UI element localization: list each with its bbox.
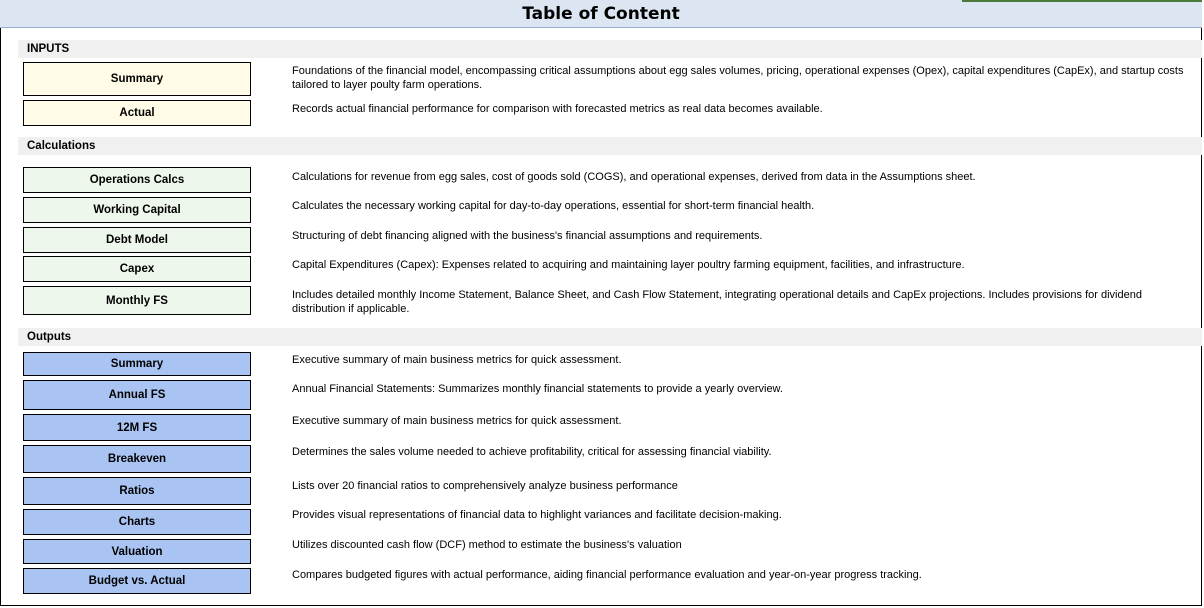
nav-button-monthly-fs[interactable]: Monthly FS [23,286,251,315]
description-operations-calcs: Calculations for revenue from egg sales, cost of goods sold (COGS), and operational expenses, derived from data in the Assumptions sheet. [292,171,976,183]
nav-button-inputs-summary[interactable]: Summary [23,62,251,96]
description-inputs-summary: Foundations of the financial model, encompassing critical assumptions about egg sales volumes, pricing, operational expenses (Opex), capital expenditures (CapEx), and startup costs tailored to layer poulty farm operations. [292,65,1184,91]
description-annual-fs: Annual Financial Statements: Summarizes monthly financial statements to provide a yearly overview. [292,383,783,395]
nav-button-budget-vs-actual[interactable]: Budget vs. Actual [23,568,251,594]
nav-button-actual[interactable]: Actual [23,100,251,126]
description-charts: Provides visual representations of financial data to highlight variances and facilitate decision-making. [292,509,782,521]
nav-button-12m-fs[interactable]: 12M FS [23,414,251,441]
description-budget-vs-actual: Compares budgeted figures with actual performance, aiding financial performance evaluation and year-on-year progress tracking. [292,569,922,581]
nav-button-annual-fs[interactable]: Annual FS [23,380,251,410]
nav-button-charts[interactable]: Charts [23,509,251,535]
description-debt-model: Structuring of debt financing aligned with the business's financial assumptions and requirements. [292,230,763,242]
title-corner-accent [962,0,1202,2]
description-valuation: Utilizes discounted cash flow (DCF) method to estimate the business's valuation [292,539,682,551]
description-breakeven: Determines the sales volume needed to achieve profitability, critical for assessing financial viability. [292,446,772,458]
title-bar [0,0,1202,28]
description-working-capital: Calculates the necessary working capital for day-to-day operations, essential for short-term financial health. [292,200,815,212]
nav-button-valuation[interactable]: Valuation [23,539,251,564]
nav-button-breakeven[interactable]: Breakeven [23,445,251,473]
description-12m-fs: Executive summary of main business metrics for quick assessment. [292,415,622,427]
description-actual: Records actual financial performance for comparison with forecasted metrics as real data becomes available. [292,103,823,115]
page-title: Table of Content [522,4,680,24]
description-monthly-fs: Includes detailed monthly Income Statement, Balance Sheet, and Cash Flow Statement, integrating operational details and CapEx projections. Includes provisions for dividend distribution if applicable. [292,289,1142,315]
description-outputs-summary: Executive summary of main business metrics for quick assessment. [292,354,622,366]
nav-button-outputs-summary[interactable]: Summary [23,352,251,376]
nav-button-debt-model[interactable]: Debt Model [23,227,251,253]
section-header-calculations: Calculations [18,137,1202,155]
section-header-inputs: INPUTS [18,40,1202,58]
description-ratios: Lists over 20 financial ratios to comprehensively analyze business performance [292,480,678,492]
description-capex: Capital Expenditures (Capex): Expenses related to acquiring and maintaining layer poultry farming equipment, facilities, and infrastructure. [292,259,965,271]
nav-button-capex[interactable]: Capex [23,256,251,282]
nav-button-working-capital[interactable]: Working Capital [23,197,251,223]
section-header-outputs: Outputs [18,328,1202,346]
nav-button-ratios[interactable]: Ratios [23,477,251,505]
nav-button-operations-calcs[interactable]: Operations Calcs [23,167,251,193]
